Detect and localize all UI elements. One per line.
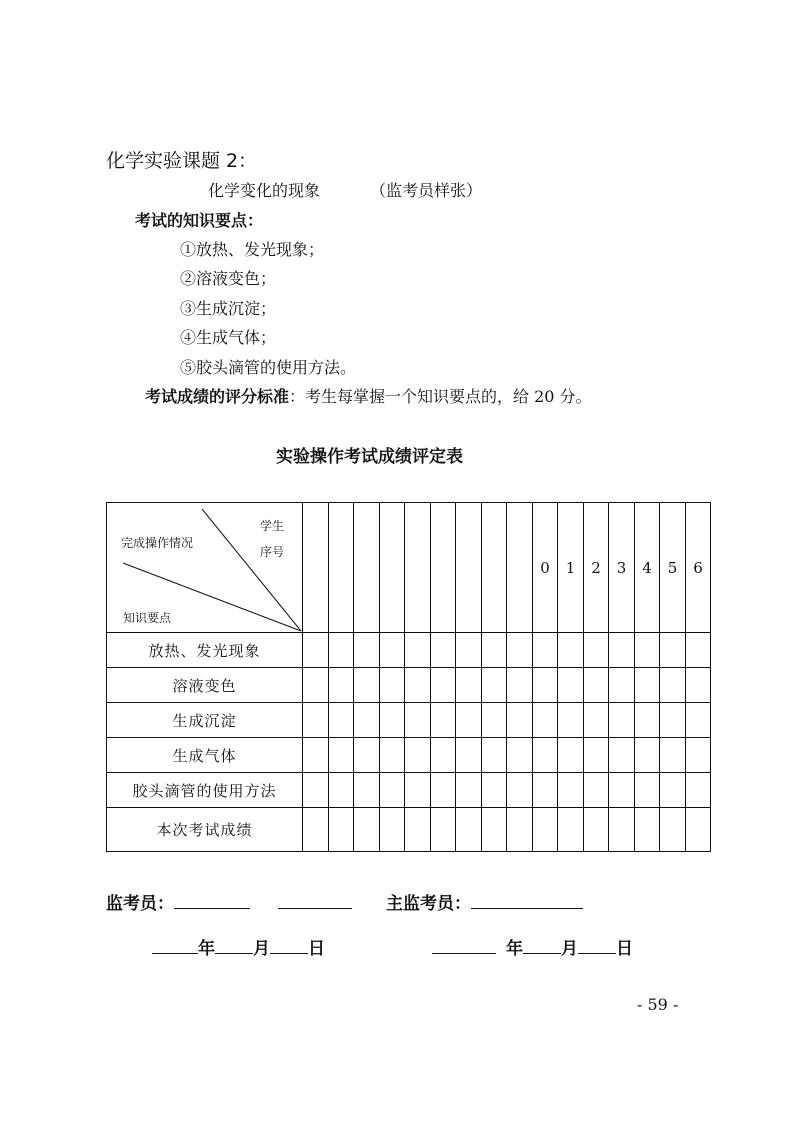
knowledge-item-3: ③生成沉淀；: [180, 299, 277, 318]
year-label-1: 年: [198, 939, 215, 959]
corner-operation: 完成操作情况: [121, 536, 194, 550]
table-total-row: [107, 808, 711, 852]
month-blank-1[interactable]: [215, 937, 253, 954]
knowledge-item-4: ④生成气体；: [180, 328, 277, 347]
chief-examiner-signature: [386, 889, 583, 914]
score-table: [106, 502, 711, 852]
table-title: 实验操作考试成绩评定表: [276, 447, 463, 467]
day-label-1: 日: [308, 939, 325, 959]
year-label-2: 年: [506, 939, 523, 959]
year-blank-1[interactable]: [152, 937, 198, 954]
corner-points: 知识要点: [123, 611, 172, 625]
page-title: 化学实验课题 2：: [106, 150, 258, 172]
scoring-label: 考试成绩的评分标准: [145, 387, 290, 406]
month-label-1: 月: [253, 939, 270, 959]
student-col-7: [456, 503, 482, 633]
row-label-color-change: 溶液变色: [107, 668, 303, 703]
examiner-date: [152, 934, 325, 959]
knowledge-heading: 考试的知识要点：: [135, 211, 264, 230]
examiner-blank-2[interactable]: [278, 892, 352, 909]
knowledge-item-5: ⑤胶头滴管的使用方法。: [180, 358, 357, 377]
student-col-3: [354, 503, 380, 633]
knowledge-item-1: ①放热、发光现象；: [180, 240, 325, 259]
day-blank-1[interactable]: [270, 937, 308, 954]
student-col-2: [329, 503, 354, 633]
table-header-row: [107, 503, 711, 633]
examiner-signature: [106, 889, 352, 914]
experiment-subtitle: 化学变化的现象: [208, 181, 321, 200]
scoring-standard: [145, 384, 592, 407]
column-number-2: 2: [584, 503, 609, 633]
row-label-precipitate: 生成沉淀: [107, 703, 303, 738]
corner-student: 学生: [260, 519, 285, 533]
student-col-9: [507, 503, 533, 633]
day-label-2: 日: [616, 939, 633, 959]
chief-examiner-blank[interactable]: [471, 892, 583, 909]
chief-examiner-date: [432, 934, 633, 959]
row-label-total: 本次考试成绩: [107, 808, 303, 852]
column-number-5: 5: [660, 503, 686, 633]
row-label-heat-light: 放热、发光现象: [107, 633, 303, 668]
examiner-label: 监考员：: [106, 894, 174, 914]
scoring-text: ：考生每掌握一个知识要点的，给 20 分。: [289, 387, 592, 406]
column-number-4: 4: [635, 503, 660, 633]
examiner-blank-1[interactable]: [174, 892, 250, 909]
table-row: [107, 703, 711, 738]
page-number: - 59 -: [637, 995, 679, 1014]
diagonal-header-cell: [107, 503, 303, 633]
column-number-3: 3: [609, 503, 635, 633]
student-col-1: [303, 503, 329, 633]
column-number-1: 1: [558, 503, 584, 633]
year-blank-2[interactable]: [432, 937, 496, 954]
student-col-6: [431, 503, 456, 633]
student-col-5: [405, 503, 431, 633]
day-blank-2[interactable]: [578, 937, 616, 954]
knowledge-item-2: ②溶液变色；: [180, 269, 277, 288]
chief-examiner-label: 主监考员：: [386, 894, 471, 914]
table-row: [107, 738, 711, 773]
column-number-0: 0: [533, 503, 558, 633]
student-col-4: [380, 503, 405, 633]
row-label-gas: 生成气体: [107, 738, 303, 773]
sample-note: （监考员样张）: [370, 181, 483, 200]
row-label-dropper: 胶头滴管的使用方法: [107, 773, 303, 808]
table-row: [107, 633, 711, 668]
month-label-2: 月: [561, 939, 578, 959]
table-row: [107, 668, 711, 703]
corner-seq: 序号: [260, 545, 285, 559]
student-col-8: [482, 503, 507, 633]
table-row: [107, 773, 711, 808]
column-number-6: 6: [686, 503, 711, 633]
month-blank-2[interactable]: [523, 937, 561, 954]
